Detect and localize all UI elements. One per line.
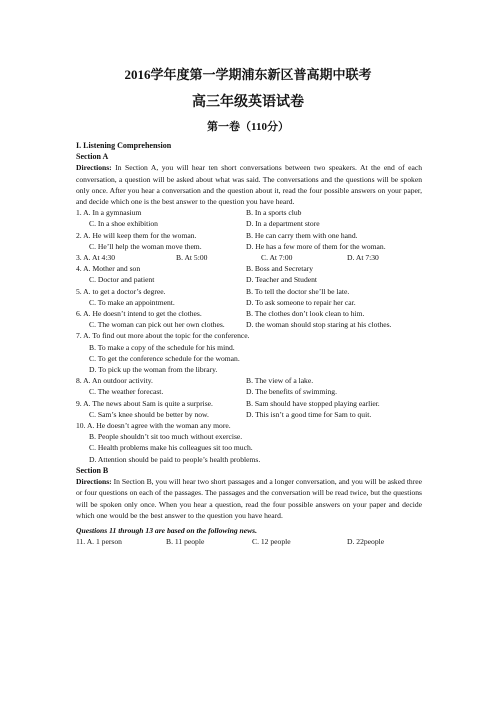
question-10-d: D. Attention should be paid to people’s health problems. [89, 454, 261, 464]
question-3-row: 3. A. At 4:30 B. At 5:00 C. At 7:00 D. At 7:30 [76, 253, 379, 263]
question-1-row-1: 1. A. In a gymnasium B. In a sports club [76, 208, 302, 218]
part-title: 第一卷（110分） [207, 121, 289, 133]
directions-text: In Section A, you will hear ten short conversations between two speakers. At the end of each conversation, a question will be asked about what was said. The conversations and the questions will be spoken only once. After you hear a conversation and the question about it, read the four possible answers on your paper, and decide which one is the best answer to the question you have heard. [76, 163, 422, 207]
directions-label: Directions: [76, 163, 112, 173]
question-5-row-2: C. To make an appointment. D. To ask someone to repair her car. [89, 297, 356, 307]
exam-subtitle: 高三年级英语试卷 [192, 95, 304, 110]
question-11-row: 11. A. 1 person B. 11 people C. 12 people D. 22people [76, 537, 385, 547]
question-4-row-2: C. Doctor and patient D. Teacher and Student [89, 275, 318, 285]
question-9-row-2: C. Sam’s knee should be better by now. D. This isn’t a good time for Sam to quit. [89, 409, 372, 419]
section-b-heading: Section B [76, 465, 109, 475]
section-a-heading: Section A [76, 152, 109, 162]
directions-text: In Section B, you will hear two short passages and a longer conversation, and you will be asked three or four questions on each of the passages. The passages and the conversation will be read twice, but the questions will be spoken only once. When you hear a question, read the four possible answers on your paper and decide which one would be the best answer to the question you have heard. [76, 477, 422, 520]
question-7-c: C. To get the conference schedule for the woman. [89, 353, 240, 363]
exam-body [76, 140, 422, 547]
question-8-row-2: C. The weather forecast. D. The benefits of swimming. [89, 387, 337, 397]
section-b-directions [76, 476, 422, 521]
question-5-row-1: 5. A. to get a doctor’s degree. B. To tell the doctor she’ll be late. [76, 286, 350, 296]
question-9-row-1: 9. A. The news about Sam is quite a surprise. B. Sam should have stopped playing earlier. [76, 398, 380, 408]
question-6-row-2: C. The woman can pick out her own clothes. D. the woman should stop staring at his clothes. [89, 320, 392, 330]
exam-title: 2016学年度第一学期浦东新区普高期中联考 [124, 67, 372, 82]
question-1-row-2: C. In a shoe exhibition D. In a department store [89, 219, 320, 229]
question-10-b: B. People shouldn’t sit too much without exercise. [89, 432, 243, 442]
question-7-a: 7. A. To find out more about the topic for the conference. [76, 331, 250, 341]
question-10-a: 10. A. He doesn’t agree with the woman any more. [76, 421, 231, 431]
question-6-row-1: 6. A. He doesn’t intend to get the clothes. B. The clothes don’t look clean to him. [76, 309, 365, 319]
question-7-b: B. To make a copy of the schedule for his mind. [89, 342, 235, 352]
question-10-c: C. Health problems make his colleagues sit too much. [89, 443, 253, 453]
question-8-row-1: 8. A. An outdoor activity. B. The view of a lake. [76, 376, 314, 386]
question-2-row-1: 2. A. He will keep them for the woman. B. He can carry them with one hand. [76, 230, 358, 240]
part-heading: I. Listening Comprehension [76, 141, 172, 150]
section-a-directions [76, 162, 422, 207]
question-4-row-1: 4. A. Mother and son B. Boss and Secretary [76, 264, 314, 274]
directions-label: Directions: [76, 477, 112, 487]
questions-11-13-intro: Questions 11 through 13 are based on the following news. [76, 525, 258, 535]
question-2-row-2: C. He’ll help the woman move them. D. He has a few more of them for the woman. [89, 241, 386, 251]
question-7-d: D. To pick up the woman from the library. [89, 365, 218, 375]
